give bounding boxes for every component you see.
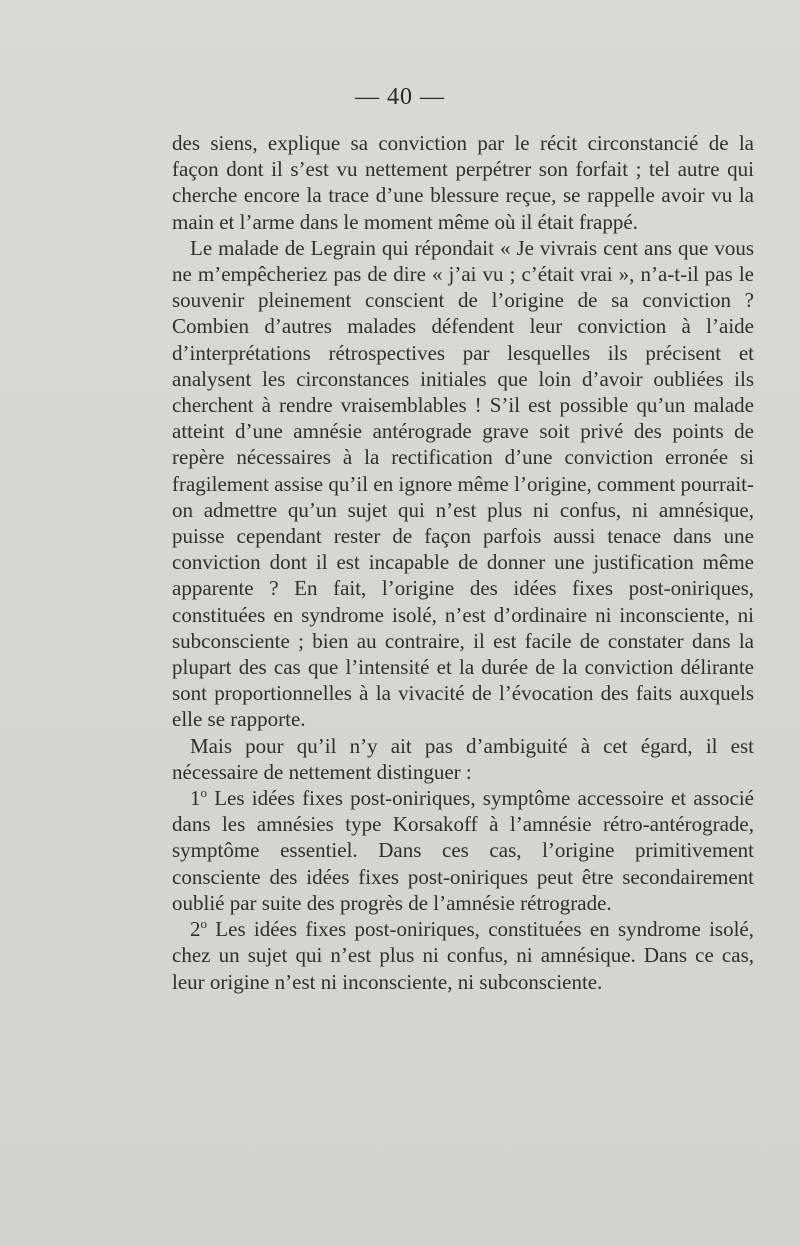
list-marker: 2 xyxy=(190,917,201,942)
list-marker-superscript: o xyxy=(200,785,207,801)
paragraph-continuation: des siens, explique sa conviction par le récit circonstancié de la façon dont il s’est vu nettement perpétrer son forfait ; tel autre qui cherche encore la trace d’une blessure reçue, se rappelle avoir vu la main et l’arme dans le moment même où il était frappé. xyxy=(172,131,754,234)
list-item-first xyxy=(172,785,754,916)
list-item-second xyxy=(172,916,754,995)
paragraph-legrain: Le malade de Legrain qui répondait « Je vivrais cent ans que vous ne m’empêcheriez pas de dire « j’ai vu ; c’était vrai », n’a-t-il pas le souvenir pleinement conscient de l’origine de sa conviction ? Combien d’autres malades défendent leur conviction à l’aide d’interprétations rétrospectives par lesquelles ils précisent et analysent les circonstances initiales que loin d’avoir oubliées ils cherchent à rendre vraisemblables ! S’il est possible qu’un malade atteint d’une amnésie antérograde grave soit privé des points de repère nécessaires à la rectification d’une conviction erronée si fragilement assise qu’il en ignore même l’origine, comment pourrait-on admettre qu’un sujet qui n’est plus ni confus, ni amnésique, puisse cependant rester de façon parfois aussi tenace dans une conviction dont il est incapable de donner une justification même apparente ? En fait, l’origine des idées fixes post-oniriques, constituées en syndrome isolé, n’est d’ordinaire ni inconsciente, ni subconsciente ; bien au contraire, il est facile de constater dans la plupart des cas que l’intensité et la durée de la conviction délirante sont proportionnelles à la vivacité de l’évocation des faits auxquels elle se rapporte. xyxy=(172,235,754,732)
list-marker-superscript: o xyxy=(200,916,207,932)
body-text xyxy=(172,130,754,995)
list-item-text: Les idées fixes post-oniriques, symptôme accessoire et associé dans les amnésies type Korsakoff à l’amnésie rétro-antérograde, symptôme essentiel. Dans ces cas, l’origine primitivement consciente des idées fixes post-oniriques peut être secondairement oublié par suite des progrès de l’amnésie rétrograde. xyxy=(172,786,754,915)
page-number: — 40 — xyxy=(355,84,445,110)
list-item-text: Les idées fixes post-oniriques, constituées en syndrome isolé, chez un sujet qui n’est plus ni confus, ni amnésique. Dans ce cas, leur origine n’est ni inconsciente, ni subconsciente. xyxy=(172,917,754,994)
list-marker: 1 xyxy=(190,786,201,811)
paragraph-distinction: Mais pour qu’il n’y ait pas d’ambiguité à cet égard, il est nécessaire de nettement distinguer : xyxy=(172,733,754,784)
